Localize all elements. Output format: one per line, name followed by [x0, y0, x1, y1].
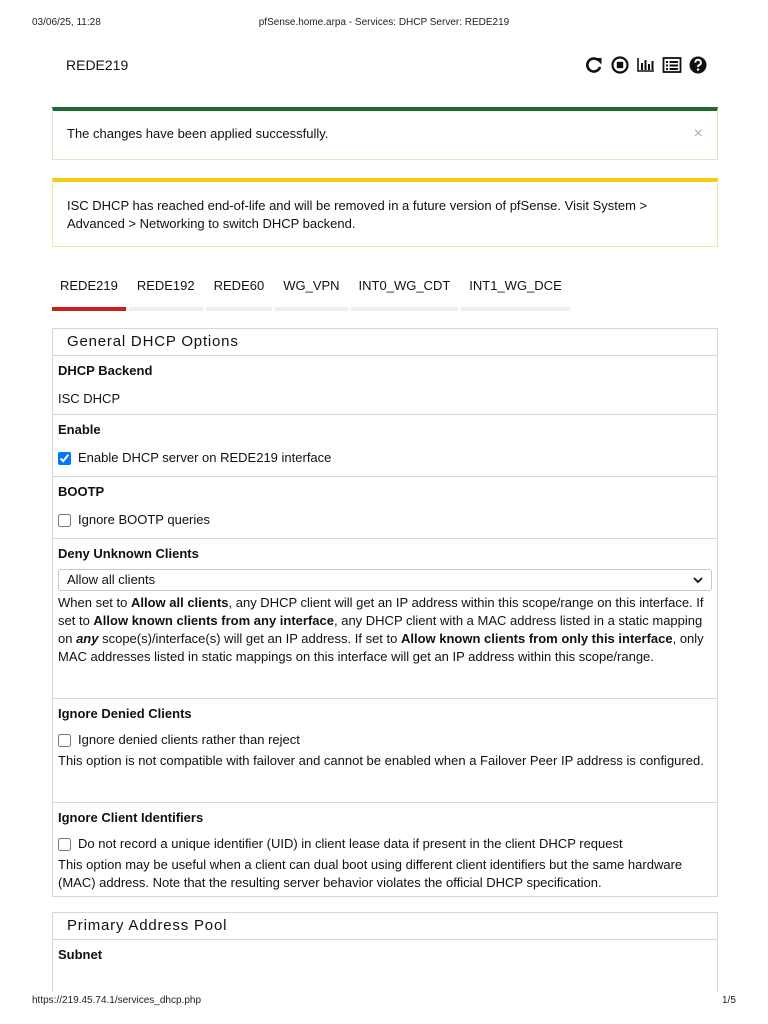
ignore-denied-help: This option is not compatible with failover and cannot be enabled when a Failover Peer IP address is configured.	[58, 753, 704, 768]
panel-heading: Primary Address Pool	[53, 913, 717, 940]
tab-rede219[interactable]: REDE219	[52, 278, 126, 310]
ignore-denied-checkbox[interactable]	[58, 734, 71, 747]
warning-alert	[52, 178, 718, 247]
deny-unknown-help: When set to Allow all clients, any DHCP client will get an IP address within this scope/range on this interface. If set to Allow known clients from any interface, any DHCP client with a MAC address listed in a static mapping on any scope(s)/interface(s) will get an IP address. If set to Allow known clients from only this interface, only MAC addresses listed in static mappings on this interface will get an IP address within this scope/range.	[58, 595, 704, 664]
tab-int0-wg-cdt[interactable]: INT0_WG_CDT	[351, 278, 459, 310]
log-list-icon[interactable]	[662, 55, 682, 75]
print-datetime: 03/06/25, 11:28	[32, 17, 101, 28]
ignore-uid-checkbox[interactable]	[58, 838, 71, 851]
panel-heading: General DHCP Options	[53, 329, 717, 356]
header-icon-bar	[584, 55, 708, 75]
field-label: Deny Unknown Clients	[58, 546, 199, 561]
ignore-uid-checkbox-text: Do not record a unique identifier (UID) in client lease data if present in the client DHCP request	[78, 836, 623, 851]
print-title: pfSense.home.arpa - Services: DHCP Server: REDE219	[258, 17, 510, 28]
help-icon[interactable]	[688, 55, 708, 75]
print-url: https://219.45.74.1/services_dhcp.php	[32, 995, 202, 1006]
ignore-uid-row	[53, 803, 717, 902]
chart-icon[interactable]	[636, 55, 656, 75]
enable-row	[53, 415, 717, 477]
tab-rede192[interactable]: REDE192	[129, 278, 203, 310]
field-label: Enable	[58, 422, 101, 437]
field-label: DHCP Backend	[58, 363, 153, 378]
warning-message: ISC DHCP has reached end-of-life and will be removed in a future version of pfSense. Visit System > Advanced > Networking to switch DHCP backend.	[67, 198, 648, 231]
field-label: BOOTP	[58, 484, 105, 499]
bootp-checkbox[interactable]	[58, 514, 71, 527]
page-title: REDE219	[66, 57, 129, 73]
field-label: Ignore Denied Clients	[58, 706, 192, 721]
primary-pool-panel	[52, 912, 718, 992]
field-label: Subnet	[58, 947, 103, 962]
bootp-row	[53, 477, 717, 539]
print-page-number: 1/5	[722, 995, 736, 1006]
ignore-denied-row	[53, 699, 717, 803]
tab-rede60[interactable]: REDE60	[206, 278, 273, 310]
dhcp-backend-row	[53, 356, 717, 415]
success-alert	[52, 107, 718, 160]
subnet-row	[53, 940, 717, 979]
reload-icon[interactable]	[584, 55, 604, 75]
ignore-denied-checkbox-text: Ignore denied clients rather than reject	[78, 732, 300, 747]
bootp-checkbox-label[interactable]	[58, 511, 712, 529]
dhcp-backend-value: ISC DHCP	[58, 391, 121, 406]
enable-checkbox[interactable]	[58, 452, 71, 465]
enable-checkbox-text: Enable DHCP server on REDE219 interface	[78, 450, 332, 465]
ignore-denied-checkbox-label[interactable]	[58, 731, 712, 749]
deny-unknown-selected: Allow all clients	[67, 572, 156, 587]
general-options-panel	[52, 328, 718, 897]
deny-unknown-row	[53, 539, 717, 699]
chevron-down-icon	[693, 571, 703, 589]
stop-icon[interactable]	[610, 55, 630, 75]
bootp-checkbox-text: Ignore BOOTP queries	[78, 512, 210, 527]
enable-checkbox-label[interactable]	[58, 449, 712, 467]
deny-unknown-select[interactable]	[58, 569, 712, 591]
ignore-uid-checkbox-label[interactable]	[58, 835, 712, 853]
success-message: The changes have been applied successfully.	[67, 126, 329, 141]
close-alert-button[interactable]: ×	[693, 125, 703, 142]
tab-int1-wg-dce[interactable]: INT1_WG_DCE	[461, 278, 569, 310]
interface-tabs	[52, 278, 570, 310]
field-label: Ignore Client Identifiers	[58, 810, 204, 825]
ignore-uid-help: This option may be useful when a client can dual boot using different client identifiers but the same hardware (MAC) address. Note that the resulting server behavior violates the official DHCP specification.	[58, 857, 683, 890]
tab-wg-vpn[interactable]: WG_VPN	[275, 278, 347, 310]
